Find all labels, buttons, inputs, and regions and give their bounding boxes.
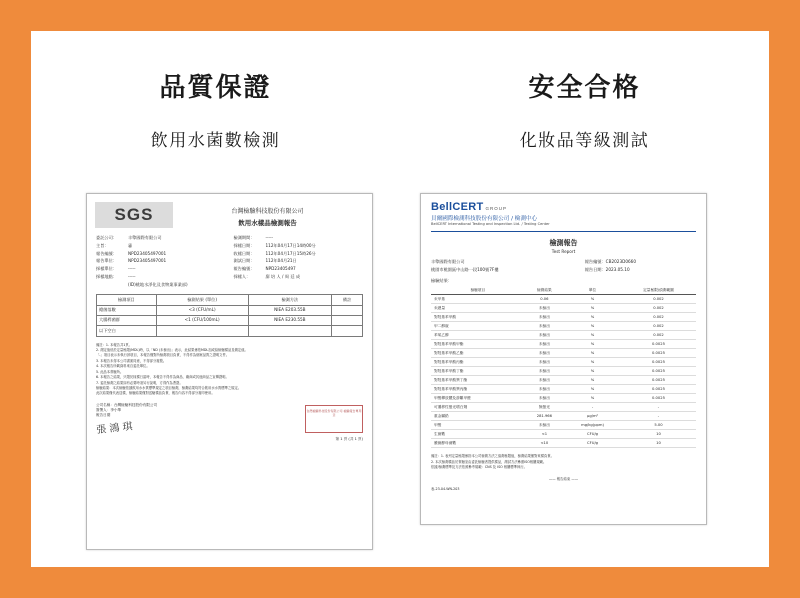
cell-result: 未檢出	[525, 376, 565, 385]
table-row	[431, 367, 696, 376]
cell-item: 以下空白	[97, 326, 157, 336]
table-row	[431, 394, 696, 403]
meta-key: 採樣地點：	[96, 273, 117, 279]
bellcert-doc-code: 表-23-04-WN-203	[431, 486, 460, 491]
sgs-notes	[96, 343, 363, 397]
note-line: 「-」項目表示未執行該項目，本報告僅對所檢測項目負責，不得作為個案品質之證明文件。	[96, 353, 230, 358]
meta-key: 報告編號：	[96, 250, 117, 256]
bellcert-results-table	[431, 286, 696, 448]
table-row	[431, 322, 696, 331]
cell-result: <10	[525, 439, 565, 448]
cell-item: 黴菌酵母菌數	[431, 439, 525, 448]
cell-result: 未檢出	[525, 394, 565, 403]
meta-value: 丰擎國際有限公司	[128, 235, 162, 240]
cell-limit: 0.0025	[621, 358, 696, 367]
cell-limit: 5.00	[621, 421, 696, 430]
bellcert-report-document	[420, 193, 707, 525]
meta-row	[96, 234, 226, 242]
cell-result: 未檢出	[525, 349, 565, 358]
table-row	[97, 305, 363, 315]
cell-unit: %	[564, 367, 621, 376]
note-line: 4. 本次報告所載資料來自委託單位。	[96, 364, 150, 369]
cell-limit: -	[621, 412, 696, 421]
meta-row	[585, 266, 696, 274]
sgs-results-table	[96, 294, 363, 336]
sgs-meta-block	[87, 230, 372, 291]
cell-method: NIEA E230.55B	[248, 315, 332, 325]
sgs-title-block	[173, 202, 362, 227]
table-row	[431, 421, 696, 430]
cell-limit: -	[621, 403, 696, 412]
meta-key: 報告日期：	[584, 266, 606, 272]
cell-item: 苯氧乙醇	[431, 331, 525, 340]
meta-key: 檢測期間：	[233, 235, 255, 240]
column-header: 備註	[332, 295, 363, 305]
cell-result: 無螢光	[525, 403, 565, 412]
meta-row	[96, 250, 226, 258]
cell-limit: 0.0025	[621, 340, 696, 349]
right-subhead: 化妝品等級測試	[519, 131, 650, 151]
meta-value: NPD23405497	[265, 266, 296, 272]
footer-line: 報告日期	[96, 412, 111, 417]
cell-item: 對羥基苯甲酸丙酯	[431, 358, 525, 367]
note-line: 檢驗結果：本次檢驗依據飲用水水質標準規定之項目檢測，檢測結果均符合飲用水水質標準之規定。	[96, 386, 242, 391]
cell-result: 未檢出	[525, 304, 565, 313]
note-line: 7. 委託檢測之結果如有必要時須另行說明，方得作為憑證。	[96, 380, 183, 385]
note-line: 6. 本報告之結果，只限於採樣日當時，本報告不得作為商品、廠商或其他商品之宣傳證明。	[96, 375, 229, 380]
bellcert-header	[421, 194, 706, 228]
cell-item: 甲醛釋放體及游離甲醛	[431, 394, 525, 403]
left-subhead: 飲用水菌數檢測	[150, 131, 281, 151]
meta-value: 2023.05.10	[605, 266, 630, 272]
note-line: 2. 測定值低於定量極限(MDL)時，以「ND (未檢出)」表示，此結果係依MDL加成給檢驗樣品及測定值。	[96, 347, 248, 352]
cell-unit: %	[564, 376, 621, 385]
meta-value: (ID)桃地水淨化及食物業事業部)	[128, 281, 188, 287]
cell-result	[156, 326, 248, 336]
cell-note	[332, 315, 363, 325]
cell-item: 對羥基苯甲酸甲酯	[431, 340, 525, 349]
cell-result: <1	[525, 430, 565, 439]
bellcert-table-head	[431, 286, 696, 295]
sgs-meta-left	[96, 234, 226, 288]
meta-row	[96, 242, 226, 250]
sgs-signature-row	[95, 402, 363, 437]
right-headline: 安全合格	[528, 73, 641, 103]
meta-value: CB2023D0660	[605, 259, 636, 264]
footer-line: 公司名稱：台灣檢驗科技股份有限公司	[96, 402, 158, 407]
signature-mark: 張 鴻 琪	[95, 421, 134, 437]
cell-unit: %	[564, 349, 621, 358]
meta-key: 報告編號：	[233, 266, 255, 272]
meta-row	[234, 242, 364, 250]
cell-item: 生菌數	[431, 430, 525, 439]
bellcert-table-body	[431, 295, 696, 448]
meta-row	[234, 273, 364, 281]
sgs-org-name: 台灣檢驗科技股份有限公司	[231, 208, 304, 215]
sgs-report-document	[86, 193, 373, 550]
cell-unit: %	[564, 331, 621, 340]
table-row	[97, 315, 363, 325]
meta-value: 廖 培 人 / 周 廷 成	[265, 273, 301, 279]
cell-unit: %	[564, 340, 621, 349]
cell-result: <3 (CFU/mL)	[156, 305, 248, 315]
cell-unit: %	[564, 358, 621, 367]
report-end-text: —— 報告結束 ——	[548, 476, 579, 481]
cell-result: 未檢出	[525, 421, 565, 430]
cell-limit: 10	[621, 439, 696, 448]
meta-key: 委託公司：	[96, 235, 117, 240]
cell-limit: 0.002	[621, 322, 696, 331]
note-line: 2. 本次檢測樣品於實驗室由委託檢驗者提供樣品，測試方法參照ISO相關規範。	[431, 459, 547, 464]
meta-row	[96, 281, 226, 289]
table-header-row	[97, 295, 363, 305]
cell-item: 甲醛	[431, 421, 525, 430]
page-label: 第 1 頁 (共 1 頁)	[335, 436, 363, 441]
right-column	[400, 31, 769, 567]
meta-key: 採樣單位：	[96, 266, 117, 272]
cell-method	[248, 326, 332, 336]
cell-result: 未檢出	[525, 367, 565, 376]
cell-unit: %	[564, 295, 621, 304]
column-header: 定量極限/偵測範圍	[621, 286, 696, 295]
sgs-meta-right	[234, 234, 364, 288]
cell-limit: 0.002	[621, 313, 696, 322]
meta-value: 112年04月17日14時00分	[265, 242, 316, 248]
bellcert-title-zh: 檢測報告	[549, 239, 578, 247]
cell-result: 未檢出	[525, 313, 565, 322]
bellcert-meta	[421, 258, 706, 274]
cell-limit: 10	[621, 430, 696, 439]
bellcert-meta-right	[585, 258, 696, 274]
sgs-footer-company	[95, 402, 158, 437]
official-stamp: 台灣檢驗科技股份有限公司 檢驗報告專用章	[305, 405, 363, 433]
cell-item: 大腸桿菌群	[97, 315, 157, 325]
cell-unit: %	[564, 313, 621, 322]
sgs-table-body	[97, 305, 363, 336]
meta-row	[585, 258, 696, 266]
sgs-header	[87, 194, 372, 230]
meta-row	[96, 273, 226, 281]
cell-limit: 0.0025	[621, 367, 696, 376]
bellcert-logo	[431, 201, 696, 213]
bellcert-company-en: BellCERT International Testing and Inspection Ltd. / Testing Center	[431, 222, 550, 226]
meta-value: 112年04月21日	[265, 258, 297, 264]
note-line: 備註：1. 本報告共1頁。	[96, 342, 132, 347]
cell-result: 0.06	[525, 295, 565, 304]
meta-value: NPD23405497001	[128, 250, 167, 256]
meta-row: 丰擎國際有限公司	[431, 259, 465, 264]
cell-note	[332, 305, 363, 315]
left-column	[31, 31, 400, 567]
sgs-table-head	[97, 295, 363, 305]
bellcert-footnotes	[431, 454, 696, 471]
header-divider	[431, 231, 696, 232]
cell-result: <1 (CFU/100mL)	[156, 315, 248, 325]
column-header: 檢測結果 (單位)	[156, 295, 248, 305]
two-column-layout	[31, 31, 769, 567]
meta-key: 報告編號：	[584, 259, 606, 264]
table-row	[431, 385, 696, 394]
left-headline: 品質保證	[159, 73, 272, 103]
meta-value: -----	[265, 235, 274, 240]
cell-unit: -	[564, 403, 621, 412]
note-line: 依據/檢測標準及方法依照參考規範：CNS 及 ISO 相關標準執行。	[431, 465, 527, 470]
table-row	[97, 326, 363, 336]
table-row	[431, 376, 696, 385]
cell-item: 對羥基苯甲酸	[431, 313, 525, 322]
report-end-marker	[421, 476, 706, 481]
cell-result: 未檢出	[525, 340, 565, 349]
cell-unit: %	[564, 304, 621, 313]
table-header-row	[431, 286, 696, 295]
table-row	[431, 304, 696, 313]
meta-value: -----	[128, 273, 136, 279]
cell-unit: %	[564, 394, 621, 403]
cell-limit: 0.002	[621, 295, 696, 304]
cell-limit: 0.002	[621, 304, 696, 313]
cell-method: NIEA E203.55B	[248, 305, 332, 315]
cell-item: 可遷移性螢光增白劑	[431, 403, 525, 412]
meta-key: 採樣人：	[233, 273, 251, 279]
cell-item: 甲二醇胺	[431, 322, 525, 331]
cell-result: 未檢出	[525, 358, 565, 367]
table-row	[431, 439, 696, 448]
cell-result: 未檢出	[525, 331, 565, 340]
meta-row	[234, 265, 364, 273]
column-header: 單位	[564, 286, 621, 295]
meta-row	[96, 257, 226, 265]
table-row	[431, 295, 696, 304]
bellcert-title-en: Test Report	[551, 249, 576, 254]
table-row	[431, 403, 696, 412]
cell-item: 汞總量	[431, 304, 525, 313]
meta-key: 採樣日期：	[233, 242, 255, 248]
bellcert-section-label: 檢驗結果：	[431, 277, 452, 283]
cell-limit: 0.0025	[621, 394, 696, 403]
cell-unit: %	[564, 385, 621, 394]
meta-key: 報告單位：	[96, 258, 117, 264]
bellcert-logo-text: BellCERT	[431, 201, 484, 213]
column-header: 檢測結果	[525, 286, 565, 295]
cell-limit: 0.002	[621, 331, 696, 340]
meta-row	[96, 265, 226, 273]
meta-value: 112年04月17日15時26分	[265, 250, 316, 256]
cell-item: 重金屬鉛	[431, 412, 525, 421]
footer-line: 簽署人：李小華	[96, 407, 122, 412]
column-header: 檢測方法	[248, 295, 332, 305]
cell-item: 對羥基苯甲酸乙酯	[431, 349, 525, 358]
meta-key: 測試日期：	[233, 258, 255, 264]
table-row	[431, 313, 696, 322]
table-row	[431, 349, 696, 358]
meta-value: NPD23405497001	[128, 258, 167, 264]
cell-item: 對羥基苯甲酸異丙酯	[431, 385, 525, 394]
meta-key: 主旨：	[96, 242, 109, 248]
meta-row: 桃園市桃園區中山路一段100號7F樓	[431, 266, 499, 272]
column-header: 檢測項目	[97, 295, 157, 305]
cell-unit: mg/kg(ppm)	[564, 421, 621, 430]
cell-result: 未檢出	[525, 385, 565, 394]
meta-row	[234, 250, 364, 258]
cell-note	[332, 326, 363, 336]
table-row	[431, 340, 696, 349]
cell-result: 未檢出	[525, 322, 565, 331]
note-line: 備註：1. 表列定量極限係指本公司檢測方法之偵測極限值，檢測結果僅對來樣負責。	[431, 454, 554, 459]
cell-limit: 0.0025	[621, 376, 696, 385]
cell-unit: CFU/g	[564, 430, 621, 439]
meta-key	[96, 281, 128, 289]
cell-unit: %	[564, 322, 621, 331]
bellcert-logo-suffix: GROUP	[485, 206, 508, 211]
sgs-logo: SGS	[95, 202, 173, 228]
meta-value: 審	[128, 242, 133, 248]
table-row	[431, 430, 696, 439]
sgs-report-title: 飲用水樣品檢測報告	[238, 219, 297, 227]
note-line: 此次結果僅代表送樣，檢驗結果僅對送驗樣品負責，報告內容不得部分複印使用。	[96, 391, 215, 396]
table-row	[431, 358, 696, 367]
cell-item: 總菌落數	[97, 305, 157, 315]
cell-unit: µg/m²	[564, 412, 621, 421]
cell-item: 對羥基苯甲酸異丁酯	[431, 376, 525, 385]
cell-result: 281.966	[525, 412, 565, 421]
bellcert-company-zh: 貝爾國際檢測科技股份有限公司 / 檢測中心	[431, 216, 538, 222]
meta-row	[234, 257, 364, 265]
note-line: 3. 本報告未得本公司書面同意，不得部分複製。	[96, 358, 167, 363]
table-row	[431, 331, 696, 340]
cell-unit: CFU/g	[564, 439, 621, 448]
column-header: 檢驗項目	[431, 286, 525, 295]
cell-limit: 0.0025	[621, 349, 696, 358]
cell-item: 汞甲基	[431, 295, 525, 304]
bellcert-meta-left	[431, 258, 585, 274]
certificate-page	[31, 31, 769, 567]
cell-item: 對羥基苯甲酸丁酯	[431, 367, 525, 376]
note-line: 5. 此品本實驗所。	[96, 369, 124, 374]
meta-value: -----	[128, 266, 136, 272]
cell-limit: 0.0025	[621, 385, 696, 394]
meta-key: 收樣日期：	[233, 250, 255, 256]
meta-row	[234, 234, 364, 242]
table-row	[431, 412, 696, 421]
